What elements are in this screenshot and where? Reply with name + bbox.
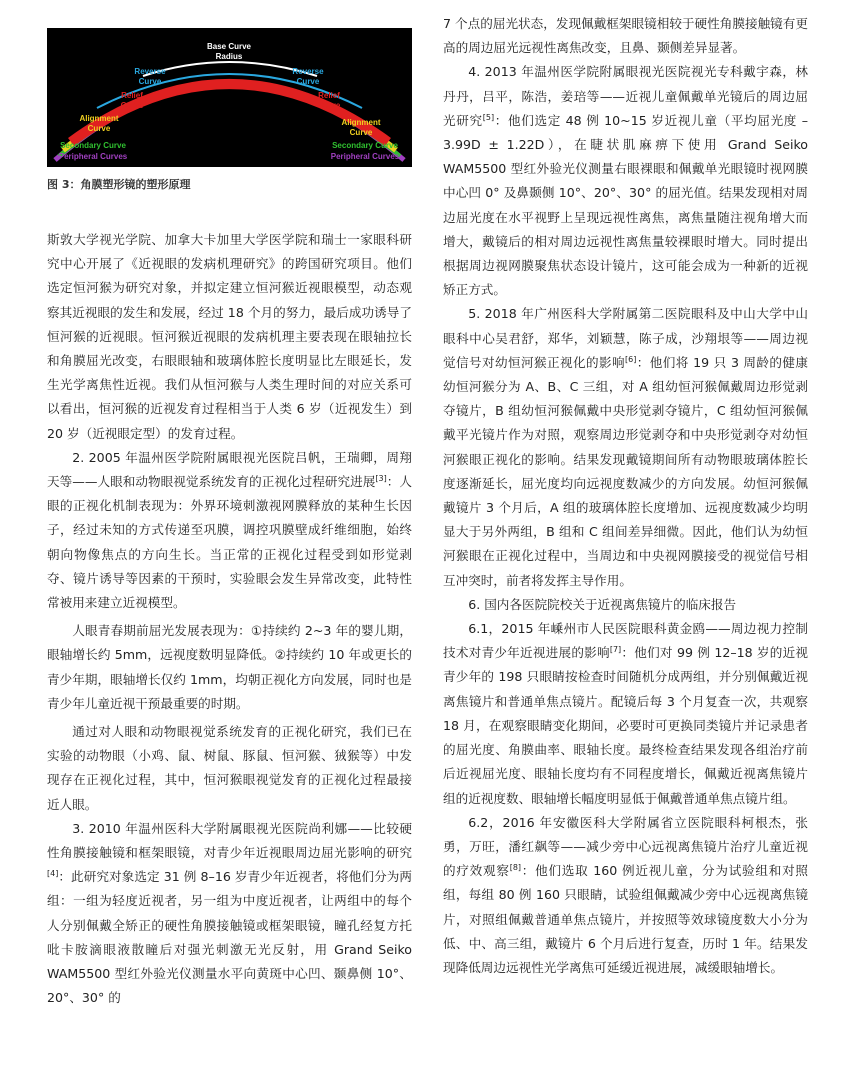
relief-curve-label-right-1: Relief	[318, 91, 340, 100]
paragraph-head: 2. 2005 年温州医学院附属眼视光医院吕帆，王瑞卿，周翔天等——人眼和动物眼视觉系统发育的正视化过程研究进展	[47, 449, 412, 490]
paragraph-body: ：他们对 99 例 12–18 岁的近视青少年的 198 只眼睛按检查时间随机分成两组，并分别佩戴近视离焦镜片和普通单焦点镜片。配镜后每 3 个月复查一次，共观察 18 月，在观察眼睛变化期间，必要时可更换同类镜片并记录患者的屈光度、角膜曲率、眼轴长度。最终检查结果发现各组治疗前后近视屈光度、眼轴长度均有不同程度增长，佩戴近视离焦镜片组的近视度数、眼轴增长幅度明显低于佩戴普通单焦点镜片组。	[443, 645, 809, 806]
citation-ref: [4]	[47, 869, 59, 879]
base-curve-label: Base Curve	[206, 42, 252, 51]
alignment-curve-label-left-2: Curve	[87, 124, 111, 133]
paragraph	[443, 302, 808, 592]
relief-curve-label-left-2: Curve	[120, 101, 144, 110]
secondary-curve-label-right: Secondary Curve	[332, 141, 398, 150]
paragraph-head: 4. 2013 年温州医学院附属眼视光医院视光专科戴宇森，林丹丹，吕平，陈浩，姜琣等——近视儿童佩戴单光镜后的周边屈光研究	[443, 64, 808, 128]
lens-diagram	[47, 28, 412, 167]
secondary-curve-label-left: Secondary Curve	[60, 141, 126, 150]
paragraph	[47, 446, 412, 615]
radius-label: Radius	[215, 52, 243, 61]
paragraph-head: 6.1，2015 年嵊州市人民医院眼科黄金鸥——周边视力控制技术对青少年近视进展的影响	[443, 621, 808, 661]
paragraph: 通过对人眼和动物眼视觉系统发育的正视化研究，我们已在实验的动物眼（小鸡、鼠、树鼠、豚鼠、恒河猴、狨猴等）中发现存在正视化过程，其中，恒河猴眼视觉发育的正视化过程最接近人眼。	[47, 724, 412, 812]
citation-ref: [8]	[509, 862, 522, 872]
paragraph	[443, 811, 808, 980]
section-heading: 6. 国内各医院院校关于近视离焦镜片的临床报告	[468, 596, 737, 612]
paragraph-body: ：人眼的正视化机制表现为：外界环境刺激视网膜释放的某种生长因子，经过未知的方式传递至巩膜，调控巩膜壁成纤维细胞，始终朝向物像焦点的方向生长。当正常的正视化过程受到如形觉剥夺、镜片诱导等因素的干预时，实验眼会发生异常改变，此特性常被用来建立近视模型。	[47, 474, 413, 611]
reverse-curve-label-left-2: Curve	[138, 77, 162, 86]
paragraph-body: ：他们选定 48 例 10~15 岁近视儿童（平均屈光度 –3.99D ± 1.22D），在睫状肌麻痹下使用 Grand Seiko WAM5500 型红外验光仪测量右眼裸眼和佩戴单光眼镜时视网膜中心凹 0° 及鼻颞侧 10°、20°、30° 的屈光值。结果发现相对周边屈光度在水平视野上呈现远视性离焦，离焦量随注视角增大而增大，戴镜后的相对周边远视性离焦量较裸眼时增大。同时提出根据周边视网膜聚焦状态设计镜片，这可能会成为一种新的近视矫正方式。	[443, 112, 808, 298]
paragraph-body: ：他们选取 160 例近视儿童，分为试验组和对照组，每组 80 例 160 只眼睛，试验组佩戴减少旁中心远视离焦镜片，对照组佩戴普通单焦点镜片，并按照等效球镜度数大小分为低、中、高三组，戴镜片 6 个月后进行复查，历时 1 年。结果发现降低周边远视性光学离焦可延缓近视进展，减缓眼轴增长。	[443, 863, 809, 975]
paragraph: 7 个点的屈光状态，发现佩戴框架眼镜相较于硬性角膜接触镜有更高的周边屈光远视性离焦改变，且鼻、颞侧差异显著。	[443, 16, 808, 56]
paragraph	[47, 817, 412, 1011]
figure-caption: 图 3：角膜塑形镜的塑形原理	[47, 178, 191, 191]
paragraph-head: 6.2，2016 年安徽医科大学附属省立医院眼科柯根杰，张勇，万旺，潘红飙等——减少旁中心远视离焦镜片治疗儿童近视的疗效观察	[443, 814, 808, 879]
paragraph-head: 5. 2018 年广州医科大学附属第二医院眼科及中山大学中山眼科中心吴君舒，郑华，刘颖慧，陈子成，沙翔垠等——周边视觉信号对幼恒河猴正视化的影响	[443, 306, 808, 370]
peripheral-curves-label-right: Peripheral Curves	[330, 152, 400, 161]
paragraph-body: ：此研究对象选定 31 例 8–16 岁青少年近视者，将他们分为两组：一组为轻度近视者，另一组为中度近视者，让两组中的每个人分别佩戴全矫正的硬性角膜接触镜或框架眼镜，瞳孔经复方托吡卡胺滴眼液散瞳后对强光刺激无光反射，用 Grand Seiko WAM5500 型红外验光仪测量水平向黄斑中心凹、颞鼻侧 10°、20°、30° 的	[47, 869, 412, 1006]
reverse-curve-label-left-1: Reverse	[134, 67, 166, 76]
alignment-curve-label-left-1: Alignment	[79, 114, 119, 123]
right-column	[443, 12, 808, 980]
paragraph: 斯敦大学视光学院、加拿大卡加里大学医学院和瑞士一家眼科研究中心开展了《近视眼的发病机理研究》的跨国研究项目。他们选定恒河猴为研究对象，并拟定建立恒河猴近视眼模型，动态观察其近视眼的发生和发展，经过 18 个月的努力，最后成功诱导了恒河猴的近视眼。恒河猴近视眼的发病机理主要表现在眼轴拉长和角膜屈光改变，右眼眼轴和玻璃体腔长度明显比左眼延长，发生光学离焦性近视。我们从恒河猴与人类生理时间的对应关系可以看出，恒河猴的近视发育过程相当于人类 6 岁（近视发生）到 20 岁（近视眼定型）的发育过程。	[47, 232, 412, 441]
relief-curve-label-right-2: Curve	[317, 101, 341, 110]
ortho-k-lens-curve-diagram	[47, 28, 412, 167]
paragraph-head: 3. 2010 年温州医科大学附属眼视光医院尚利娜——比较硬性角膜接触镜和框架眼镜，对青少年近视眼周边屈光影响的研究	[47, 820, 412, 861]
paragraph	[443, 617, 808, 811]
citation-ref: [5]	[482, 112, 495, 122]
paragraph: 人眼青春期前屈光发展表现为：①持续约 2~3 年的婴儿期，眼轴增长约 5mm，远视度数明显降低。②持续约 10 年或更长的青少年期，眼轴增长仅约 1mm，均朝正视化方向发展，同时也是青少年儿童近视干预最重要的时期。	[47, 623, 412, 711]
left-column	[47, 228, 412, 1011]
reverse-curve-label-right-1: Reverse	[292, 67, 324, 76]
citation-ref: [7]	[609, 645, 622, 655]
citation-ref: [3]	[375, 473, 387, 483]
relief-curve-label-left-1: Relief	[121, 91, 143, 100]
paragraph	[443, 60, 808, 302]
peripheral-curves-label-left: Peripheral Curves	[58, 152, 128, 161]
alignment-curve-label-right-2: Curve	[349, 128, 373, 137]
alignment-curve-label-right-1: Alignment	[341, 118, 381, 127]
reverse-curve-label-right-2: Curve	[296, 77, 320, 86]
paragraph-body: ：他们将 19 只 3 周龄的健康幼恒河猴分为 A、B、C 三组，对 A 组幼恒河猴佩戴周边形觉剥夺镜片，B 组幼恒河猴佩戴中央形觉剥夺镜片，C 组幼恒河猴佩戴平光镜片作为对照，观察周边形觉剥夺和中央形觉剥夺对幼恒河猴眼正视化的影响。结果发现戴镜期间所有动物眼玻璃体腔长度逐渐延长，屈光度均向远视度数减少的方向发展。幼恒河猴佩戴镜片 3 个月后，A 组的玻璃体腔长度增加、远视度数减少均明显大于另外两组，B 组和 C 组间差异细微。因此，他们认为幼恒河猴眼在正视化过程中，当周边和中央视网膜接受的视觉信号相互冲突时，前者将发挥主导作用。	[443, 354, 808, 588]
citation-ref: [6]	[624, 354, 637, 364]
